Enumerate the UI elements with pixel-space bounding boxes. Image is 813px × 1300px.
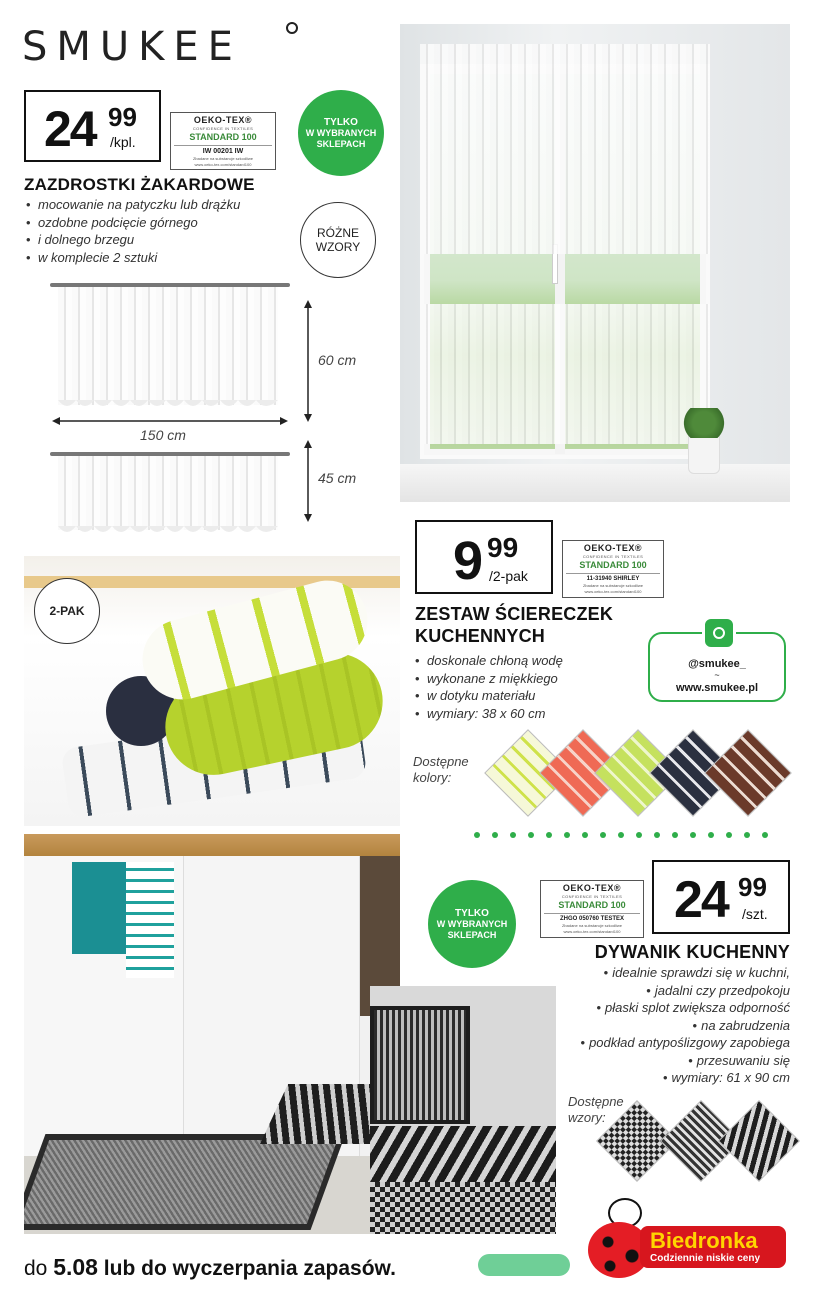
curtain-illustration-60cm bbox=[58, 287, 278, 405]
oeko-url: www.oeko-tex.com/standard100 bbox=[563, 929, 621, 934]
flower-pot bbox=[688, 434, 720, 474]
feature-item: • i dolnego brzegu bbox=[26, 231, 296, 249]
website-link[interactable]: www.smukee.pl bbox=[675, 682, 759, 694]
feature-item: • przesuwaniu się bbox=[560, 1052, 790, 1070]
dimension-arrow-width bbox=[52, 415, 288, 427]
product2-title-line2: KUCHENNYCH bbox=[415, 626, 546, 646]
page-indicator-pill bbox=[478, 1254, 570, 1276]
badge-line-1: TYLKO bbox=[455, 907, 489, 919]
oeko-url: www.oeko-tex.com/standard100 bbox=[194, 162, 252, 167]
product2-colors-label-line2: kolory: bbox=[413, 770, 452, 785]
badge-line-1: TYLKO bbox=[324, 116, 358, 128]
product1-price-box bbox=[24, 90, 161, 162]
product1-availability-badge bbox=[298, 90, 384, 176]
pattern-swatch-chevron[interactable] bbox=[718, 1100, 800, 1182]
product3-patterns-label-line1: Dostępne bbox=[568, 1094, 624, 1109]
brand-logo: SMUKEE bbox=[22, 24, 242, 70]
oeko-sub: CONFIDENCE IN TEXTILES bbox=[192, 126, 254, 131]
oeko-sub: CONFIDENCE IN TEXTILES bbox=[582, 554, 644, 559]
promo-suffix: lub do wyczerpania zapasów. bbox=[97, 1257, 396, 1280]
product3-price-box bbox=[652, 860, 790, 934]
dimension-arrow-height-top bbox=[300, 300, 316, 422]
window-curtain-photo bbox=[400, 24, 790, 502]
badge-line-3: SKLEPACH bbox=[447, 929, 497, 940]
section-divider-dots bbox=[474, 832, 768, 838]
dimension-arrow-height-bottom bbox=[300, 440, 316, 522]
feature-item: • idealnie sprawdzi się w kuchni, bbox=[560, 964, 790, 982]
product3-patterns-label-line2: wzory: bbox=[568, 1110, 606, 1125]
oeko-code: IW 00201 IW bbox=[174, 145, 272, 155]
product3-features bbox=[560, 964, 790, 1087]
biedronka-logo bbox=[640, 1226, 786, 1268]
product1-price-cents: 99 bbox=[108, 102, 137, 132]
oeko-code: ZHGO 050760 TESTEX bbox=[544, 913, 640, 922]
badge-line-2: W WYBRANYCH bbox=[436, 919, 508, 930]
badge-line-3: SKLEPACH bbox=[316, 138, 366, 149]
dimension-label-45cm: 45 cm bbox=[318, 470, 357, 486]
product3-price-cents: 99 bbox=[738, 872, 767, 902]
oeko-note: Zbadane na substancje szkodliwe bbox=[582, 583, 644, 588]
curtain-illustration-45cm bbox=[58, 456, 278, 530]
oeko-code: 11-31940 SHIRLEY bbox=[566, 573, 660, 582]
feature-item: • wymiary: 61 x 90 cm bbox=[560, 1069, 790, 1087]
variants-line-1: RÓŻNE bbox=[316, 225, 359, 240]
feature-item: • w dotyku materiału bbox=[415, 687, 640, 705]
pack-badge-label: 2-PAK bbox=[49, 603, 85, 618]
variants-line-2: WZORY bbox=[315, 240, 361, 254]
instagram-icon bbox=[702, 616, 736, 650]
curtain-scallop-top bbox=[58, 400, 278, 412]
feature-item: • w komplecie 2 sztuki bbox=[26, 249, 296, 267]
product1-features bbox=[26, 196, 296, 266]
feature-item: • mocowanie na patyczku lub drążku bbox=[26, 196, 296, 214]
instagram-handle[interactable]: @smukee_ bbox=[688, 658, 746, 670]
curtain-scallop-bottom bbox=[58, 526, 278, 538]
product1-oeko-tex-label bbox=[170, 112, 276, 170]
oeko-standard: STANDARD 100 bbox=[189, 132, 257, 142]
towel-checked-hanging bbox=[126, 862, 174, 978]
product3-title: DYWANIK KUCHENNY bbox=[594, 942, 790, 962]
instagram-icon-lens bbox=[713, 627, 725, 639]
social-separator: ~ bbox=[714, 670, 720, 680]
oeko-name: OEKO-TEX® bbox=[562, 883, 622, 893]
window-sill bbox=[400, 464, 790, 502]
dimension-label-60cm: 60 cm bbox=[318, 352, 357, 368]
product2-title-line1: ZESTAW ŚCIERECZEK bbox=[415, 604, 614, 624]
product3-price-main: 24 bbox=[674, 871, 728, 929]
feature-item: • jadalni czy przedpokoju bbox=[560, 982, 790, 1000]
brand-logo-dot bbox=[286, 22, 298, 34]
window-curtain-bottom bbox=[420, 304, 710, 444]
feature-item: • wykonane z miękkiego bbox=[415, 670, 640, 688]
product1-variants-badge bbox=[300, 202, 376, 278]
biedronka-tagline: Codziennie niskie ceny bbox=[650, 1253, 761, 1264]
feature-item: • płaski splot zwiększa odporność bbox=[560, 999, 790, 1017]
product2-price-box bbox=[415, 520, 553, 594]
product2-price-cents: 99 bbox=[487, 532, 519, 563]
promo-validity bbox=[24, 1254, 396, 1281]
rug-grey bbox=[24, 1134, 345, 1230]
feature-item: • wymiary: 38 x 60 cm bbox=[415, 705, 640, 723]
product2-features bbox=[415, 652, 640, 722]
oeko-url: www.oeko-tex.com/standard100 bbox=[584, 589, 642, 594]
badge-line-2: W WYBRANYCH bbox=[305, 128, 377, 139]
rug-detail-photo bbox=[370, 986, 556, 1234]
rug-detail-top bbox=[370, 1006, 470, 1124]
towel-teal-hanging bbox=[72, 862, 128, 954]
social-media-box bbox=[648, 632, 786, 702]
oeko-sub: CONFIDENCE IN TEXTILES bbox=[561, 894, 623, 899]
product1-title: ZAZDROSTKI ŻAKARDOWE bbox=[24, 175, 255, 194]
product3-oeko-tex-label bbox=[540, 880, 644, 938]
countertop-wood bbox=[24, 834, 400, 856]
kitchen-rug-photo bbox=[24, 834, 400, 1234]
oeko-name: OEKO-TEX® bbox=[193, 115, 253, 125]
feature-item: • doskonale chłoną wodę bbox=[415, 652, 640, 670]
product3-availability-badge bbox=[428, 880, 516, 968]
feature-item: • podkład antypoślizgowy zapobiega bbox=[560, 1034, 790, 1052]
dimension-label-150cm: 150 cm bbox=[140, 427, 186, 443]
oeko-standard: STANDARD 100 bbox=[558, 900, 626, 910]
feature-item: • na zabrudzenia bbox=[560, 1017, 790, 1035]
oeko-note: Zbadane na substancje szkodliwe bbox=[192, 156, 254, 161]
product2-price-unit: /2-pak bbox=[489, 568, 528, 584]
flower-plant bbox=[680, 408, 728, 438]
oeko-note: Zbadane na substancje szkodliwe bbox=[561, 923, 623, 928]
color-swatch-brown[interactable] bbox=[704, 729, 792, 817]
oeko-standard: STANDARD 100 bbox=[579, 560, 647, 570]
product2-colors-label-line1: Dostępne bbox=[413, 754, 469, 769]
rug-detail-chevron bbox=[370, 1126, 556, 1182]
oeko-name: OEKO-TEX® bbox=[583, 543, 643, 553]
promo-date: 5.08 bbox=[53, 1254, 98, 1280]
product2-price-main: 9 bbox=[453, 531, 482, 591]
product1-price-unit: /kpl. bbox=[110, 134, 136, 150]
biedronka-name: Biedronka bbox=[650, 1228, 758, 1253]
promo-prefix: do bbox=[24, 1257, 54, 1280]
rug-detail-bottom bbox=[370, 1182, 556, 1234]
feature-item: • ozdobne podcięcie górnego bbox=[26, 214, 296, 232]
window-curtain-top bbox=[420, 44, 710, 254]
product2-oeko-tex-label bbox=[562, 540, 664, 598]
product1-price-main: 24 bbox=[44, 101, 96, 157]
product2-pack-badge bbox=[34, 578, 100, 644]
product3-price-unit: /szt. bbox=[742, 906, 768, 922]
